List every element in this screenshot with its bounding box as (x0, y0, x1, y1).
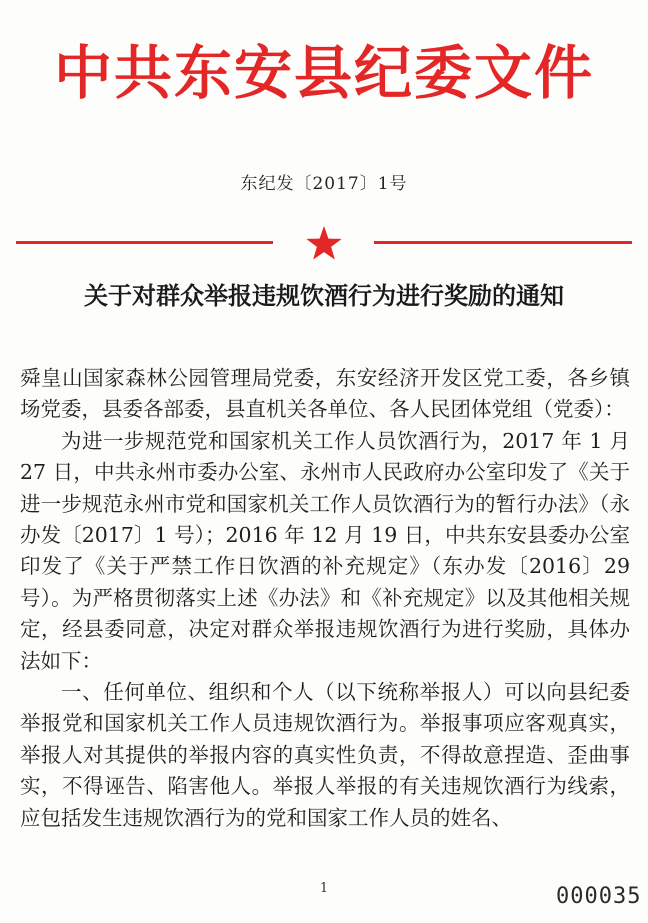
red-divider-right (374, 241, 632, 244)
star-icon (304, 224, 344, 264)
body-paragraph: 一、任何单位、组织和个人（以下统称举报人）可以向县纪委举报党和国家机关工作人员违规饮酒行为。举报事项应客观真实，举报人对其提供的举报内容的真实性负责，不得故意捏造、歪曲事实，不得诬告、陷害他人。举报人举报的有关违规饮酒行为线索，应包括发生违规饮酒行为的党和国家工作人员的姓名、 (20, 680, 630, 830)
addressee-line: 舜皇山国家森林公园管理局党委，东安经济开发区党工委，各乡镇场党委，县委各部委，县直机关各单位、各人民团体党组（党委）： (20, 366, 630, 422)
document-number: 东纪发〔2017〕1号 (240, 174, 408, 194)
document-issuer-header: 中共东安县纪委文件 (53, 39, 594, 107)
archive-number-stamp: 000035 (556, 884, 642, 909)
page-number: 1 (319, 881, 329, 896)
document-body (20, 363, 630, 834)
body-paragraph: 为进一步规范党和国家机关工作人员饮酒行为，2017 年 1 月 27 日，中共永州市委办公室、永州市人民政府办公室印发了《关于进一步规范永州市党和国家机关工作人员饮酒行为的暂行办法》（永办发〔2017〕1 号）；2016 年 12 月 19 日，中共东安县委办公室印发了《关于严禁工作日饮酒的补充规定》（东办发〔2016〕29 号）。为严格贯彻落实上述《办法》和《补充规定》以及其他相关规定，经县委同意，决定对群众举报违规饮酒行为进行奖励，具体办法如下： (20, 428, 630, 673)
red-divider-left (16, 241, 273, 244)
document-title: 关于对群众举报违规饮酒行为进行奖励的通知 (84, 282, 564, 310)
